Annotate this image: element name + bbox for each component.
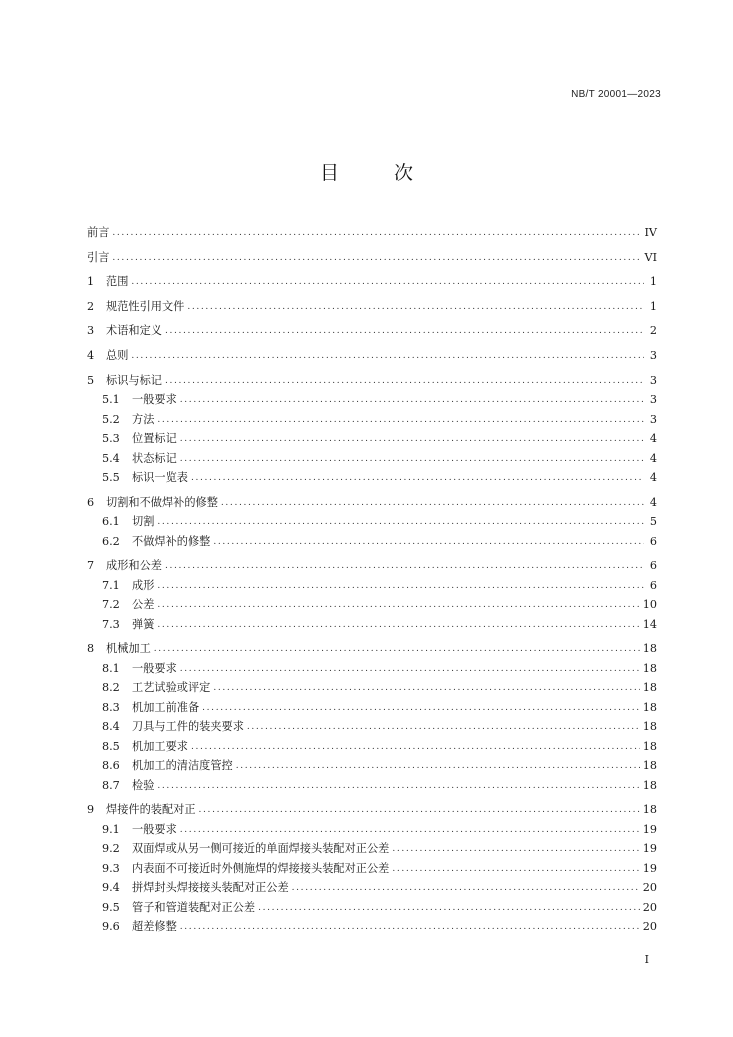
toc-entry-label: 成形和公差 bbox=[106, 559, 162, 573]
toc-entry[interactable] bbox=[87, 895, 657, 915]
toc-entry-page: 18 bbox=[642, 642, 657, 656]
toc-entry-number: 8.2 bbox=[102, 681, 120, 695]
toc-entry-page: 6 bbox=[649, 578, 657, 592]
toc-leader-dots bbox=[191, 740, 640, 752]
toc-entry[interactable] bbox=[87, 407, 657, 427]
toc-leader-dots bbox=[154, 642, 640, 654]
page-number: I bbox=[644, 953, 649, 966]
toc-entry-number: 9.2 bbox=[102, 842, 120, 856]
toc-entry-number: 7.3 bbox=[102, 617, 120, 631]
toc-leader-dots bbox=[112, 226, 641, 238]
toc-leader-dots bbox=[258, 901, 640, 913]
toc-entry[interactable] bbox=[87, 632, 657, 657]
toc-entry-label: 成形 bbox=[132, 578, 155, 592]
toc-entry[interactable] bbox=[87, 363, 657, 388]
toc-leader-dots bbox=[165, 324, 644, 336]
toc-entry-page: 20 bbox=[642, 881, 657, 895]
toc-entry-page: 3 bbox=[649, 373, 657, 387]
toc-entry[interactable] bbox=[87, 240, 657, 265]
toc-leader-dots bbox=[157, 515, 644, 527]
toc-entry-number: 5.2 bbox=[102, 412, 120, 426]
toc-entry[interactable] bbox=[87, 734, 657, 754]
toc-leader-dots bbox=[221, 496, 644, 508]
toc-leader-dots bbox=[180, 452, 644, 464]
toc-entry[interactable] bbox=[87, 656, 657, 676]
toc-entry-page: 19 bbox=[642, 861, 657, 875]
toc-leader-dots bbox=[180, 920, 640, 932]
toc-entry-page: 2 bbox=[649, 324, 657, 338]
toc-entry-label: 工艺试验或评定 bbox=[132, 681, 211, 695]
toc-entry[interactable] bbox=[87, 289, 657, 314]
toc-entry[interactable] bbox=[87, 754, 657, 774]
toc-entry-number: 8.5 bbox=[102, 739, 120, 753]
toc-entry-number: 5 bbox=[87, 373, 95, 387]
toc-entry[interactable] bbox=[87, 593, 657, 613]
toc-entry-label: 位置标记 bbox=[132, 432, 177, 446]
toc-leader-dots bbox=[131, 349, 644, 361]
toc-entry[interactable] bbox=[87, 314, 657, 339]
toc-entry-page: 4 bbox=[649, 471, 657, 485]
toc-entry-page: 18 bbox=[642, 739, 657, 753]
toc-leader-dots bbox=[180, 432, 644, 444]
toc-entry-page: 18 bbox=[642, 720, 657, 734]
toc-entry[interactable] bbox=[87, 695, 657, 715]
toc-entry-label: 切割 bbox=[132, 515, 155, 529]
toc-entry-label: 机械加工 bbox=[106, 642, 151, 656]
toc-leader-dots bbox=[165, 374, 644, 386]
toc-entry[interactable] bbox=[87, 817, 657, 837]
toc-entry-page: 3 bbox=[649, 412, 657, 426]
toc-leader-dots bbox=[157, 779, 639, 791]
toc-entry-number: 8.4 bbox=[102, 720, 120, 734]
toc-entry-number: 9.1 bbox=[102, 822, 120, 836]
toc-leader-dots bbox=[187, 300, 644, 312]
toc-entry-page: 3 bbox=[649, 348, 657, 362]
toc-entry-number: 7 bbox=[87, 559, 95, 573]
toc-entry-number: 7.2 bbox=[102, 598, 120, 612]
toc-entry[interactable] bbox=[87, 338, 657, 363]
toc-leader-dots bbox=[191, 471, 644, 483]
toc-entry-label: 方法 bbox=[132, 412, 155, 426]
toc-leader-dots bbox=[157, 618, 639, 630]
toc-entry-label: 检验 bbox=[132, 778, 155, 792]
toc-entry-page: 14 bbox=[642, 617, 657, 631]
toc-leader-dots bbox=[236, 759, 640, 771]
toc-entry[interactable] bbox=[87, 529, 657, 549]
toc-entry-number: 6.2 bbox=[102, 534, 120, 548]
toc-entry-number: 8 bbox=[87, 642, 95, 656]
toc-entry-label: 拼焊封头焊接接头装配对正公差 bbox=[132, 881, 289, 895]
toc-leader-dots bbox=[157, 413, 644, 425]
toc-entry-label: 引言 bbox=[87, 250, 110, 264]
toc-entry-page: 6 bbox=[649, 534, 657, 548]
toc-entry-page: 5 bbox=[649, 515, 657, 529]
standard-code: NB/T 20001—2023 bbox=[571, 89, 661, 100]
toc-entry-page: 6 bbox=[649, 559, 657, 573]
toc-entry[interactable] bbox=[87, 216, 657, 240]
toc-entry-number: 4 bbox=[87, 348, 95, 362]
toc-entry-page: 10 bbox=[642, 598, 657, 612]
toc-entry-page: 1 bbox=[649, 299, 657, 313]
toc-entry-number: 8.1 bbox=[102, 661, 120, 675]
toc-leader-dots bbox=[213, 535, 644, 547]
toc-entry[interactable] bbox=[87, 612, 657, 632]
toc-entry-number: 5.5 bbox=[102, 471, 120, 485]
toc-entry-label: 状态标记 bbox=[132, 451, 177, 465]
toc-entry-page: VI bbox=[644, 250, 657, 264]
toc-leader-dots bbox=[112, 251, 641, 263]
toc-entry-label: 一般要求 bbox=[132, 661, 177, 675]
toc-entry-label: 总则 bbox=[106, 348, 129, 362]
toc-entry-page: 4 bbox=[649, 432, 657, 446]
toc-entry-page: 19 bbox=[642, 842, 657, 856]
toc-leader-dots bbox=[392, 862, 639, 874]
toc-entry-page: IV bbox=[644, 226, 657, 239]
toc-entry-number: 9.3 bbox=[102, 861, 120, 875]
toc-entry[interactable] bbox=[87, 427, 657, 447]
toc-entry[interactable] bbox=[87, 466, 657, 486]
toc-entry[interactable] bbox=[87, 510, 657, 530]
toc-entry-page: 4 bbox=[649, 495, 657, 509]
toc-entry-number: 6 bbox=[87, 495, 95, 509]
toc-leader-dots bbox=[213, 681, 639, 693]
toc-leader-dots bbox=[157, 579, 644, 591]
toc-title: 目 次 bbox=[319, 162, 431, 184]
toc-entry-label: 术语和定义 bbox=[106, 324, 162, 338]
toc-entry-page: 4 bbox=[649, 451, 657, 465]
toc-entry-label: 机加工要求 bbox=[132, 739, 188, 753]
toc-entry-label: 刀具与工件的装夹要求 bbox=[132, 720, 244, 734]
toc-entry-label: 弹簧 bbox=[132, 617, 155, 631]
toc-entry-label: 不做焊补的修整 bbox=[132, 534, 211, 548]
toc-entry-number: 8.7 bbox=[102, 778, 120, 792]
toc-entry-number: 9 bbox=[87, 803, 95, 817]
toc-entry-label: 标识与标记 bbox=[106, 373, 162, 387]
toc-entry-number: 9.6 bbox=[102, 920, 120, 934]
toc-entry[interactable] bbox=[87, 549, 657, 574]
toc-leader-dots bbox=[157, 598, 639, 610]
toc-entry-page: 20 bbox=[642, 900, 657, 914]
toc-entry-page: 19 bbox=[642, 822, 657, 836]
toc-entry[interactable] bbox=[87, 915, 657, 935]
toc-entry-number: 5.1 bbox=[102, 393, 120, 407]
toc-leader-dots bbox=[180, 662, 640, 674]
toc-entry-label: 一般要求 bbox=[132, 822, 177, 836]
toc-entry-page: 18 bbox=[642, 759, 657, 773]
toc-entry-page: 18 bbox=[642, 661, 657, 675]
toc-entry-number: 8.3 bbox=[102, 700, 120, 714]
toc-entry[interactable] bbox=[87, 773, 657, 793]
toc-entry-label: 前言 bbox=[87, 226, 110, 239]
toc-entry-label: 内表面不可接近时外侧施焊的焊接接头装配对正公差 bbox=[132, 861, 390, 875]
toc-entry[interactable] bbox=[87, 485, 657, 510]
toc-entry-label: 标识一览表 bbox=[132, 471, 188, 485]
toc-entry[interactable] bbox=[87, 388, 657, 408]
toc-leader-dots bbox=[199, 803, 640, 815]
toc-entry[interactable] bbox=[87, 876, 657, 896]
toc-entry-label: 切割和不做焊补的修整 bbox=[106, 495, 218, 509]
toc-leader-dots bbox=[131, 275, 644, 287]
toc-entry[interactable] bbox=[87, 793, 657, 818]
toc-entry-label: 一般要求 bbox=[132, 393, 177, 407]
toc-entry-number: 8.6 bbox=[102, 759, 120, 773]
toc-leader-dots bbox=[392, 842, 639, 854]
toc-entry-label: 双面焊或从另一侧可接近的单面焊接头装配对正公差 bbox=[132, 842, 390, 856]
toc-entry-label: 管子和管道装配对正公差 bbox=[132, 900, 256, 914]
toc-entry-number: 5.4 bbox=[102, 451, 120, 465]
toc-entry-label: 规范性引用文件 bbox=[106, 299, 185, 313]
toc-entry[interactable] bbox=[87, 265, 657, 290]
toc-entry-page: 18 bbox=[642, 700, 657, 714]
toc-entry-page: 18 bbox=[642, 778, 657, 792]
toc-entry[interactable] bbox=[87, 715, 657, 735]
table-of-contents bbox=[87, 216, 657, 934]
toc-entry-label: 公差 bbox=[132, 598, 155, 612]
toc-entry-page: 20 bbox=[642, 920, 657, 934]
toc-leader-dots bbox=[180, 393, 644, 405]
toc-entry-number: 1 bbox=[87, 275, 95, 289]
toc-entry-page: 18 bbox=[642, 681, 657, 695]
toc-entry-number: 7.1 bbox=[102, 578, 120, 592]
toc-leader-dots bbox=[180, 823, 640, 835]
toc-leader-dots bbox=[292, 881, 640, 893]
toc-entry-number: 9.5 bbox=[102, 900, 120, 914]
toc-entry-number: 3 bbox=[87, 324, 95, 338]
toc-entry-page: 18 bbox=[642, 803, 657, 817]
toc-entry-label: 范围 bbox=[106, 275, 129, 289]
toc-leader-dots bbox=[165, 559, 644, 571]
toc-entry[interactable] bbox=[87, 856, 657, 876]
toc-leader-dots bbox=[202, 701, 640, 713]
toc-entry-number: 9.4 bbox=[102, 881, 120, 895]
toc-entry-label: 焊接件的装配对正 bbox=[106, 803, 196, 817]
toc-entry-number: 5.3 bbox=[102, 432, 120, 446]
toc-entry-number: 2 bbox=[87, 299, 95, 313]
toc-leader-dots bbox=[247, 720, 640, 732]
toc-entry-number: 6.1 bbox=[102, 515, 120, 529]
toc-entry-label: 机加工前准备 bbox=[132, 700, 200, 714]
toc-entry-label: 机加工的清洁度管控 bbox=[132, 759, 233, 773]
toc-entry[interactable] bbox=[87, 837, 657, 857]
toc-entry[interactable] bbox=[87, 573, 657, 593]
toc-entry-page: 3 bbox=[649, 393, 657, 407]
toc-entry[interactable] bbox=[87, 446, 657, 466]
toc-entry[interactable] bbox=[87, 676, 657, 696]
toc-entry-label: 超差修整 bbox=[132, 920, 177, 934]
toc-entry-page: 1 bbox=[649, 275, 657, 289]
